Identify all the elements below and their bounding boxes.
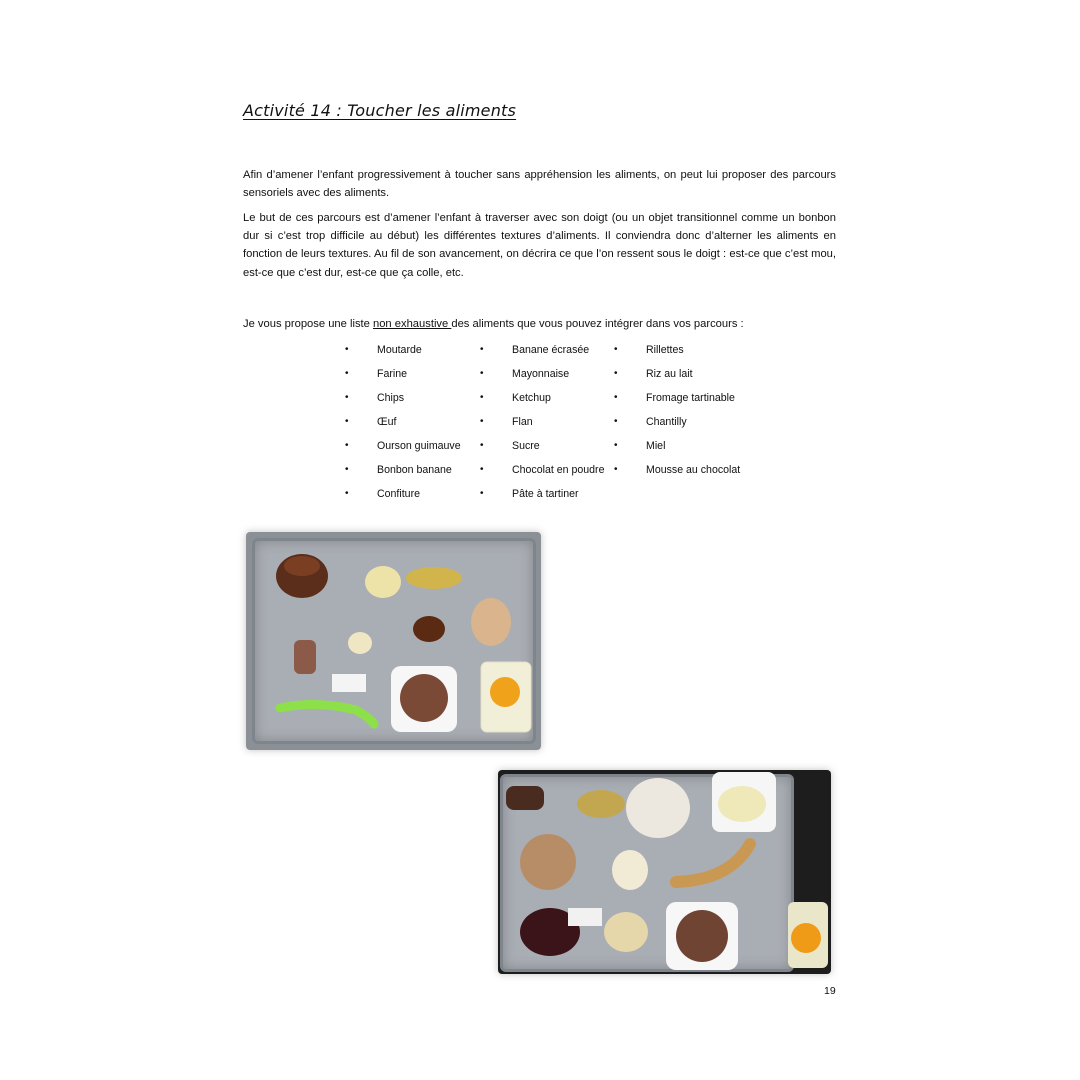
bullet-icon: • [345,488,349,499]
food-list-item [480,486,604,510]
food-list-item-label: Mousse au chocolat [646,464,741,476]
bullet-icon: • [345,368,349,379]
food-list-item-label: Mayonnaise [512,368,570,380]
bullet-icon: • [614,368,618,379]
food-list-item [480,342,604,366]
bullet-icon: • [480,464,484,475]
food-list-item-label: Banane écrasée [512,344,590,356]
food-list-item-label: Bonbon banane [377,464,452,476]
food-list-item [345,366,461,390]
food-list-item [480,462,604,486]
food-list-item [345,390,461,414]
page-number: 19 [824,985,836,997]
food-list-item-label: Œuf [377,416,397,428]
food-list-item [480,366,604,390]
food-list-column-3 [614,342,740,486]
bullet-icon: • [480,344,484,355]
bullet-icon: • [614,416,618,427]
food-list-item [614,462,740,486]
food-list-item-label: Fromage tartinable [646,392,735,404]
tray-foods-illustration-1 [246,532,541,750]
food-list-item-label: Riz au lait [646,368,693,380]
food-list-column-2 [480,342,604,510]
bullet-icon: • [345,344,349,355]
list-intro-underlined: non exhaustive [372,318,452,330]
food-list-item-label: Farine [377,368,408,380]
bullet-icon: • [480,440,484,451]
food-list-item-label: Moutarde [377,344,422,356]
food-list-item-label: Confiture [377,488,420,500]
food-list-item-label: Sucre [512,440,540,452]
sensory-tray-photo-1 [246,532,541,750]
food-list-item-label: Rillettes [646,344,684,356]
bullet-icon: • [345,464,349,475]
food-list-item [480,414,604,438]
list-intro-end: des aliments que vous pouvez intégrer dans vos parcours : [451,318,744,330]
food-list-item-label: Pâte à tartiner [512,488,579,500]
bullet-icon: • [345,392,349,403]
bullet-icon: • [345,440,349,451]
bullet-icon: • [614,440,618,451]
goal-paragraph: Le but de ces parcours est d’amener l’enfant à traverser avec son doigt (ou un objet transitionnel comme un bonbon dur si c’est trop difficile au début) les différentes textures d’aliments. Il conviendra donc d’alterner les aliments en fonction de leurs textures. Au fil de son avancement, on décrira ce que l’on ressent sous le doigt : est-ce que c’est mou, est-ce que c’est dur, est-ce que ça colle, etc. [243,212,836,279]
bullet-icon: • [345,416,349,427]
bullet-icon: • [480,392,484,403]
food-list-item [614,390,740,414]
food-list-item [345,414,461,438]
bullet-icon: • [614,392,618,403]
food-list-item-label: Flan [512,416,533,428]
bullet-icon: • [614,344,618,355]
bullet-icon: • [480,416,484,427]
food-list-item [480,438,604,462]
food-list-item-label: Ketchup [512,392,551,404]
list-intro-paragraph [243,315,843,333]
bullet-icon: • [480,488,484,499]
activity-title: Activité 14 : Toucher les aliments [243,101,517,120]
food-list-item [614,438,740,462]
food-list-item-label: Miel [646,440,666,452]
sensory-tray-photo-2 [498,770,831,974]
food-list-item [614,342,740,366]
food-list-column-1 [345,342,461,510]
food-list-item [345,486,461,510]
intro-paragraph: Afin d’amener l’enfant progressivement à toucher sans appréhension les aliments, on peut lui proposer des parcours sensoriels avec des aliments. [243,169,836,200]
food-list-item [345,438,461,462]
food-list-item [480,390,604,414]
food-list-item [345,342,461,366]
bullet-icon: • [480,368,484,379]
food-list-item-label: Chantilly [646,416,687,428]
food-list-item-label: Chips [377,392,405,404]
food-list-item-label: Chocolat en poudre [512,464,605,476]
list-intro-start: Je vous propose une liste [243,318,373,330]
food-list-item [614,414,740,438]
bullet-icon: • [614,464,618,475]
food-list-item-label: Ourson guimauve [377,440,461,452]
food-list-item [345,462,461,486]
food-list-item [614,366,740,390]
tray-foods-illustration-2 [498,770,831,974]
